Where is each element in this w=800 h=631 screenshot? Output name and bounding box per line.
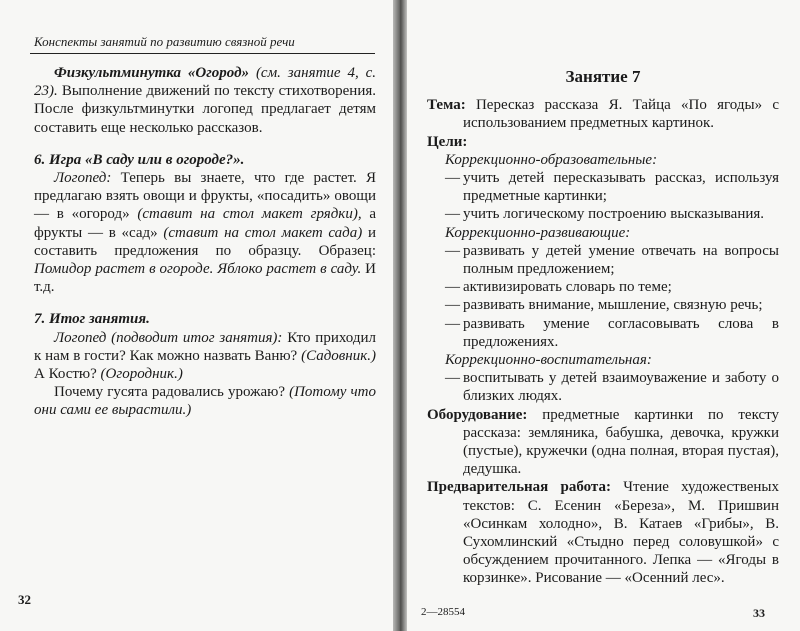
dash-marker: — xyxy=(445,297,460,314)
page-number: 32 xyxy=(18,592,31,607)
list-item xyxy=(427,205,779,223)
paragraph-game xyxy=(34,169,376,296)
list-item xyxy=(427,278,779,296)
sample-sentence: Помидор растет в огороде. Яблоко растет в саду. xyxy=(34,261,362,278)
book-gutter xyxy=(393,0,407,631)
printer-signature: 2—28554 xyxy=(421,606,465,618)
section-number: 7. xyxy=(34,311,46,328)
header-rule xyxy=(30,53,375,54)
list-item-text: развивать умение согласовывать слова в предложениях. xyxy=(463,315,779,350)
preparation-label: Предварительная работа: xyxy=(427,479,611,496)
goals-label: Цели: xyxy=(427,133,468,150)
list-item xyxy=(427,315,779,351)
right-page-body xyxy=(427,68,779,588)
list-item-text: учить детей пересказывать рассказ, используя предметные картинки; xyxy=(463,170,779,205)
section-7-heading xyxy=(34,310,376,328)
list-item-text: развивать у детей умение отвечать на вопросы полным предложением; xyxy=(463,242,779,278)
paragraph-text: И т.д. xyxy=(34,261,376,296)
list-item xyxy=(427,242,779,278)
paragraph-text: Кто приходил к нам в гости? Как можно назвать Ваню? xyxy=(34,329,376,364)
right-page xyxy=(407,0,800,631)
goal-category-1: Коррекционно-образовательные: xyxy=(445,151,658,168)
section-6-heading xyxy=(34,151,376,169)
goal-category-2: Коррекционно-развивающие: xyxy=(445,224,631,241)
speaker-label: Логопед: xyxy=(54,170,112,187)
equipment-text: предметные картинки по тексту рассказа: земляника, бабушка, девочка, кружки (пустые), кружечки (одна полная, вторая пустая), дедушка. xyxy=(463,406,780,478)
theme-text: Пересказ рассказа Я. Тайца «По ягоды» с использованием предметных картинок. xyxy=(463,97,779,132)
dash-marker: — xyxy=(445,315,460,332)
list-item-text: активизировать словарь по теме; xyxy=(463,279,672,296)
paragraph-text: и составить предложения по образцу. Образец: xyxy=(34,224,377,259)
answer-note: (Садовник.) xyxy=(301,347,377,364)
dash-marker: — xyxy=(445,370,460,387)
dash-marker: — xyxy=(445,206,460,223)
preparation-line xyxy=(427,478,779,587)
list-item-text: развивать внимание, мышление, связную речь; xyxy=(463,297,763,314)
page-number: 33 xyxy=(753,606,765,620)
list-item xyxy=(427,296,779,314)
list-item xyxy=(427,169,779,205)
paragraph-text: Почему гусята радовались урожаю? xyxy=(54,384,286,401)
section-title: Итог занятия. xyxy=(49,311,150,328)
section-title: Игра «В саду или в огороде?». xyxy=(49,151,245,168)
running-head: Конспекты занятий по развитию связной речи xyxy=(34,34,295,49)
paragraph-text: А Костю? xyxy=(34,366,97,383)
answer-note: (Огородник.) xyxy=(100,366,183,383)
fizkultminutka-heading: Физкультминутка «Огород» xyxy=(54,65,250,81)
paragraph-fizkultminutka xyxy=(34,64,376,137)
paragraph-question xyxy=(34,383,376,419)
list-item-text: воспитывать у детей взаимоуважение и заботу о близких людях. xyxy=(463,370,779,405)
theme-line xyxy=(427,96,779,132)
theme-label: Тема: xyxy=(427,97,466,114)
reference-note: (см. занятие 4, с. 23). xyxy=(34,65,377,100)
left-page-body xyxy=(34,64,376,420)
left-page xyxy=(0,0,393,631)
paragraph-summary xyxy=(34,329,376,384)
dash-marker: — xyxy=(445,242,460,259)
dash-marker: — xyxy=(445,279,460,296)
equipment-label: Оборудование: xyxy=(427,406,528,423)
stage-note: (ставит на стол макет грядки), xyxy=(137,206,362,223)
stage-note: (ставит на стол макет сада) xyxy=(163,224,363,241)
preparation-text: Чтение художественых текстов: С. Есенин «Береза», М. Пришвин «Осинкам холодно», В. Катаев «Грибы», В. Сухомлинский «Стыдно перед соловушкой» с обсуждением прочитанного. Лепка — «Ягоды в корзинке». Рисование — «Осенний лес». xyxy=(463,479,779,587)
paragraph-text: а фрукты — в «сад» xyxy=(34,206,377,241)
paragraph-text: Выполнение движений по тексту стихотворения. После физкультминутки логопед предлагает детям составить еще несколько рассказов. xyxy=(34,83,376,136)
paragraph-text: Теперь вы знаете, что где растет. Я предлагаю взять овощи и фрукты, «посадить» овощи — в «огород» xyxy=(34,170,376,223)
answer-note: (Потому что они сами ее вырастили.) xyxy=(34,384,377,419)
section-number: 6. xyxy=(34,151,46,168)
equipment-line xyxy=(427,406,779,479)
dash-marker: — xyxy=(445,170,460,187)
lesson-title: Занятие 7 xyxy=(565,67,641,86)
list-item xyxy=(427,369,779,405)
speaker-label: Логопед (подводит итог занятия): xyxy=(54,329,283,346)
list-item-text: учить логическому построению высказывания. xyxy=(463,206,765,223)
goal-category-3: Коррекционно-воспитательная: xyxy=(445,352,652,369)
